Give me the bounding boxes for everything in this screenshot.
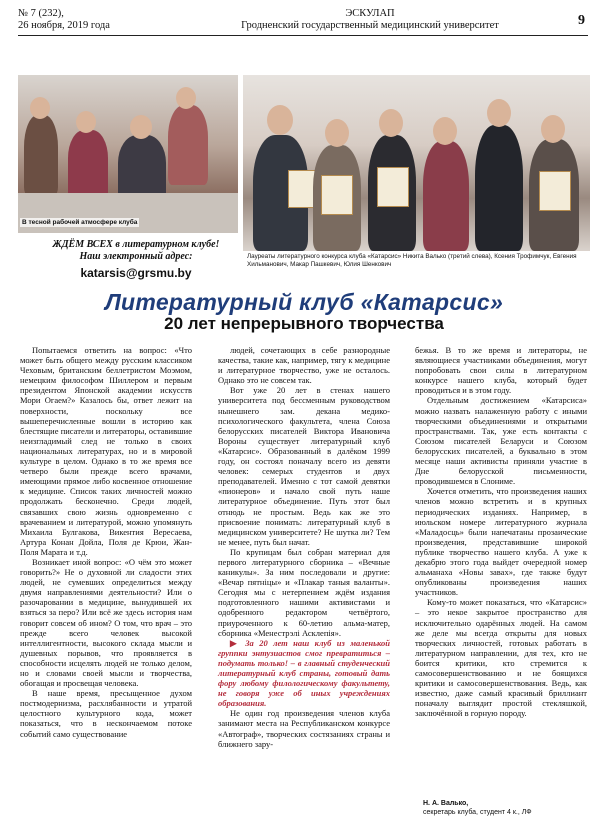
highlight-quote (218, 638, 390, 709)
paragraph: В наше время, пресыщенное духом постмодернизма, расхлябанности и утратой целостного культурного кода, может показаться, что в нескончаемом потоке событий само существование (20, 688, 192, 739)
issue-date: 26 ноября, 2019 года (18, 20, 110, 31)
laureates-photo (243, 75, 590, 251)
paragraph: Попытаемся ответить на вопрос: «Что может быть общего между русским классиком Чеховым, британским беллетристом Моэмом, немецким философом Шиллером и первым президентом Японской академии искусств Мори Огаем?» Казалось бы, ответ лежит на поверхности, поскольку все вышеперечисленные вошли в историю как блестящие писатели и литераторы, оставившие неизгладимый след не только в своих национальных литературах, но и в мировой культуре в целом. Однако в то же время все четверо были прежде всего врачами, имеющими прямое либо косвенное отношение к медицине. Список таких личностей можно продолжать бесконечно. Среди людей, связавших свою жизнь одновременно с врачеванием и литературой, можно упомянуть Михаила Булгакова, Викентия Вересаева, Артура Конан Дойла, Поля де Крюи, Жан-Поля Марата и т.д. (20, 345, 192, 557)
article-column-3 (415, 345, 587, 718)
page-number: 9 (578, 13, 585, 28)
article-title: Литературный клуб «Катарсис» (104, 289, 504, 315)
arrow-icon: ▶ (230, 637, 246, 648)
author-role: секретарь клуба, студент 4 к., ЛФ (423, 809, 532, 816)
paragraph: Не один год произведения членов клуба занимают места на Республиканском конкурсе «Автограф», творческих состязаниях страны и ближнего зару- (218, 708, 390, 749)
club-email[interactable]: katarsis@grsmu.by (80, 266, 192, 280)
highlight-text: За 20 лет наш клуб из маленькой группки энтузиастов смог превратиться – подумать только! – в главный студенческий литературный клуб страны, готовый дать фору любому филологическому факультету, не говоря уже об иных учреждениях образования. (218, 637, 390, 709)
club-photo (18, 75, 238, 233)
issue-number: № 7 (232), (18, 8, 64, 19)
invitation-line: ЖДЁМ ВСЕХ в литературном клубе! (52, 239, 220, 250)
paragraph: По крупицам был собран материал для первого литературного сборника – «Вечные каникулы». За ним последовали и другие: «Вечар пятніцы» и «Плакар таныя валанты». Сегодня мы с нетерпением ждём издания подготовленного нашими активистами и одобренного редактором четвёртого, приуроченного к 60-летию альма-матер, сборника «Менестрэлі Асклепія». (218, 546, 390, 638)
paragraph: бежья. В то же время и литераторы, не являющиеся участниками объединения, могут попробовать свои силы в литературном конкурсе нашего клуба, который будет проводиться и в этом году. (415, 345, 587, 396)
masthead (190, 8, 550, 32)
newspaper-name: ЭСКУЛАП (345, 8, 395, 19)
issue-info (18, 8, 110, 32)
club-invitation (36, 239, 236, 263)
paragraph: Отдельным достижением «Катарсиса» можно назвать налаженную работу с иными творческими объединениями и открытыми пространствами. Так, уже есть контакты с Союзом писателей Беларуси и Союзом белорусских писателей, а буквально в этом месяце наши активисты приняли участие в Дне белорусской письменности, проводившемся в Слониме. (415, 395, 587, 487)
paragraph: Возникает иной вопрос: «О чём это может говорить?» Не о духовной ли сладости этих людей, не сумевших определиться между двумя направлениями деятельности? Или о разочаровании в медицине, вынудившей их взяться за перо? Или всё же здесь история нам говорит совсем об ином? О том, что врач – это прежде всего человек высокой интеллигентности, высокого склада мысли и душевных порывов, что проявляется в способности исцелять людей не только делом, но и словами своей мысли и творчества, обогащая и просвещая человека. (20, 556, 192, 689)
header-divider (18, 35, 588, 36)
signature (415, 799, 587, 817)
photo1-caption: В тесной рабочей атмосфере клуба (22, 219, 138, 226)
article-column-2 (218, 345, 390, 749)
paragraph: Хочется отметить, что произведения наших членов можно встретить и в крупных периодических изданиях. Например, в июльском номере литературного журнала «Маладосць» были напечатаны прозаические произведения, представившие широкой публике творчество нашего клуба. А уже к декабрю этого года выйдет очередной номер альманаха «Новы завах», где также будут опубликованы произведения наших участников. (415, 486, 587, 598)
photo2-caption: Лауреаты литературного конкурса клуба «Катарсис» Никита Валько (третий слева), Ксения Трофимчук, Евгения Хильманович, Макар Пашкевич, Юлия Шенкович (247, 253, 577, 268)
email-label: Наш электронный адрес: (79, 251, 193, 262)
article-column-1 (20, 345, 192, 739)
author-name: Н. А. Валько, (423, 800, 469, 807)
paragraph: людей, сочетающих в себе разнородные качества, такие как, например, тягу к медицине и литературное творчество, уже не осталось. Однако это не совсем так. (218, 345, 390, 386)
university-name: Гродненский государственный медицинский университет (241, 20, 499, 31)
article-subtitle: 20 лет непрерывного творчества (164, 314, 444, 333)
paragraph: Вот уже 20 лет в стенах нашего университета под бессменным руководством нынешнего зам. декана медико-психологического факультета, члена Союза белорусских писателей Виктора Ивановича Вороны существует литературный клуб «Катарсис». Образованный в далёком 1999 году, он состоял поначалу всего из девяти человек: семерых студентов и двух преподавателей. Именно с тот самой девятки «пионеров» и начало свой путь наше литературное объединение. Путь этот был отнюдь не простым. Ведь как же это присвоение понимать: литературный клуб в медицинском университете? Не шутка ли? Тем не менее, путь был начат. (218, 385, 390, 547)
paragraph: Кому-то может показаться, что «Катарсис» – это некое закрытое пространство для исключительно одарённых людей. На самом же деле мы всегда открыты для новых творческих личностей, готовых работать в литературном направлении, для тех, кто не боится критики, кто стремится к самосовершенствованию и не боящихся критики и самосовершенствования. Ведь, как известно, даже самый красивый бриллиант поначалу выглядит простой стекляшкой, заключённой в горную породу. (415, 597, 587, 719)
